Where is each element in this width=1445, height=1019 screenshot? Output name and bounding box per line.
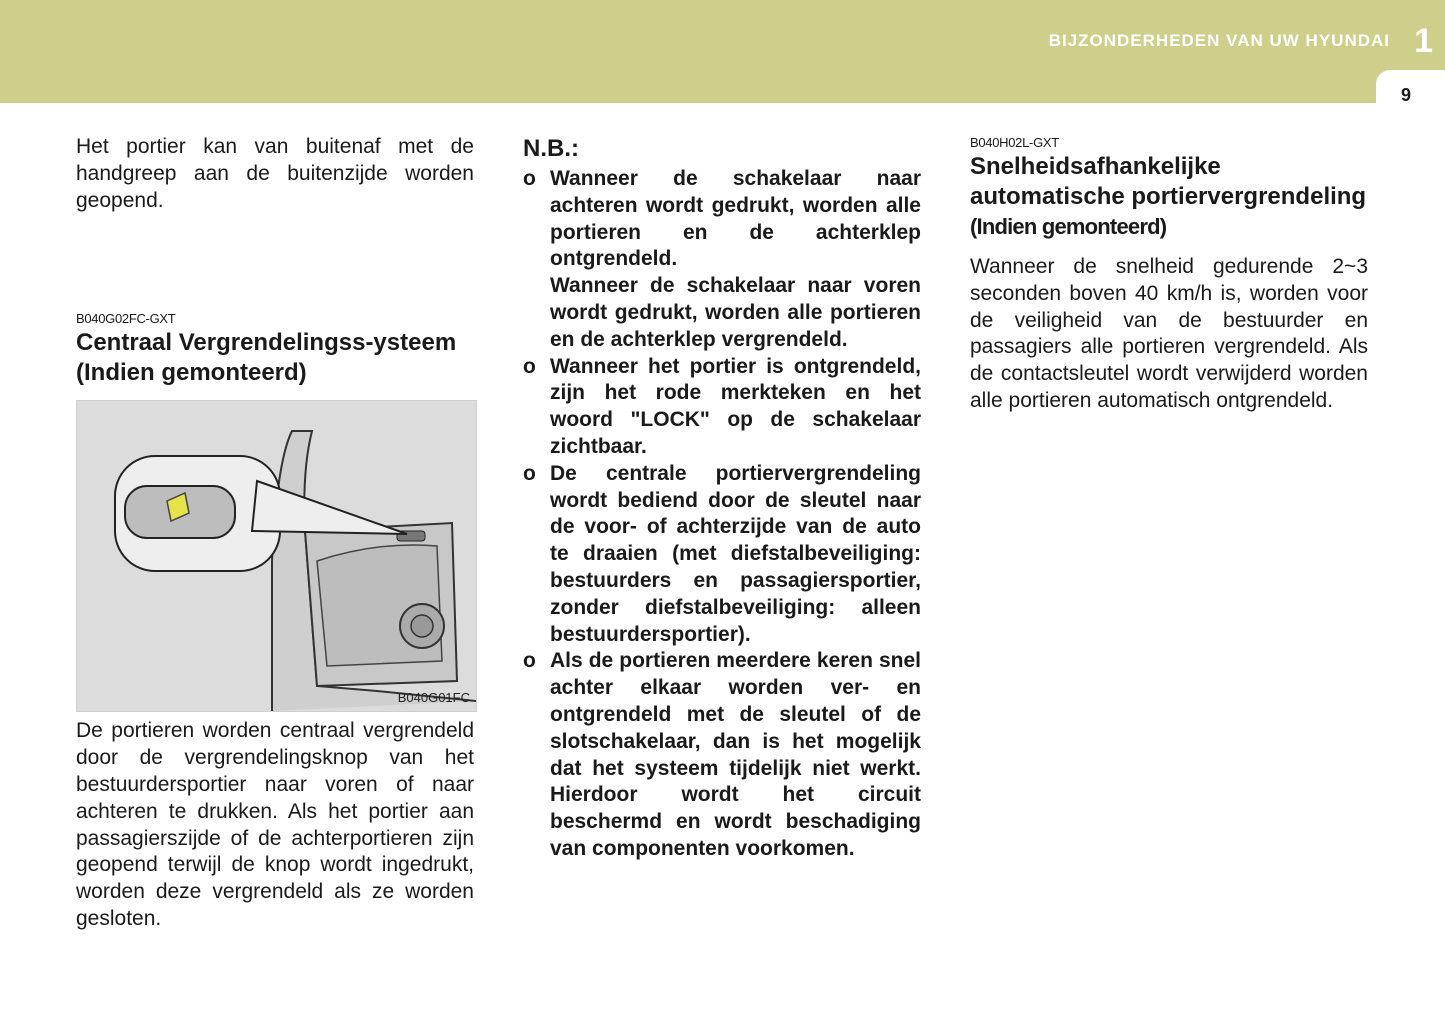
- nb-item-text: Als de portieren meerdere keren snel achter elkaar worden ver- en ontgrendeld met de sleutel of de slotschakelaar, dan is het mogelijk dat het systeem tijdelijk niet werkt. Hierdoor wordt het circuit beschermd en wordt beschadiging van componenten voorkomen.: [550, 649, 921, 860]
- nb-item-text-continued: Wanneer de schakelaar naar voren wordt gedrukt, worden alle portieren en de achterklep vergrendeld.: [550, 274, 921, 351]
- central-locking-paragraph: De portieren worden centraal vergrendeld door de vergrendelingsknop van het bestuurdersportier naar voren of naar achteren te drukken. Als het portier aan passagierszijde of de achterportieren zijn geopend terwijl de knop wordt ingedrukt, worden deze vergrendeld als ze worden gesloten.: [76, 719, 474, 930]
- middle-column: [523, 134, 921, 863]
- section-heading: Centraal Vergrendelingss-ysteem (Indien gemonteerd): [76, 329, 457, 387]
- section-heading: [970, 152, 1368, 242]
- nb-item-text: Wanneer het portier is ontgrendeld, zijn het rode merkteken en het woord "LOCK" op de schakelaar zichtbaar.: [550, 354, 921, 458]
- chapter-number: 1: [1414, 22, 1433, 60]
- section-heading-main: Snelheidsafhankelijke automatische portiervergrendeling: [970, 153, 1367, 210]
- right-column: [970, 135, 1368, 415]
- section-code: B040G02FC-GXT: [76, 311, 176, 327]
- bullet-marker: o: [523, 354, 536, 378]
- intro-paragraph: Het portier kan van buitenaf met de handgreep aan de buitenzijde worden geopend.: [76, 135, 474, 212]
- nb-item-text: Wanneer de schakelaar naar achteren wordt gedrukt, worden alle portieren en de achterklep ontgrendeld.: [550, 167, 921, 271]
- page-number: 9: [1400, 85, 1411, 105]
- door-figure: [76, 400, 477, 712]
- speed-locking-paragraph: Wanneer de snelheid gedurende 2~3 seconden boven 40 km/h is, worden voor de veiligheid van de bestuurder en passagiers alle portieren vergrendeld. Als de contactsleutel wordt verwijderd worden alle portieren automatisch ontgrendeld.: [970, 255, 1368, 412]
- nb-title: N.B.:: [523, 135, 579, 162]
- nb-item: [523, 461, 921, 649]
- nb-item-text: De centrale portiervergrendeling wordt bediend door de sleutel naar de voor- of achterzijde van de auto te draaien (met diefstalbeveiliging: bestuurders en passagiersportier, zonder diefstalbeveiliging: alleen bestuurdersportier).: [550, 461, 921, 646]
- bullet-marker: o: [523, 461, 536, 485]
- chapter-title: BIJZONDERHEDEN VAN UW HYUNDAI: [1048, 31, 1390, 50]
- header-band: [0, 0, 1445, 103]
- bullet-marker: o: [523, 649, 536, 673]
- figure-caption-code: B040G01FC: [397, 690, 470, 706]
- left-column: [76, 134, 474, 933]
- callout-pointer: [252, 481, 407, 534]
- speaker-center: [411, 615, 433, 637]
- nb-item: [523, 354, 921, 461]
- nb-item: [523, 166, 921, 354]
- door-illustration: [77, 401, 476, 711]
- section-code: B040H02L-GXT: [970, 135, 1059, 150]
- bullet-marker: o: [523, 167, 536, 190]
- nb-item: [523, 648, 921, 862]
- section-heading-sub: (Indien gemonteerd): [970, 214, 1167, 239]
